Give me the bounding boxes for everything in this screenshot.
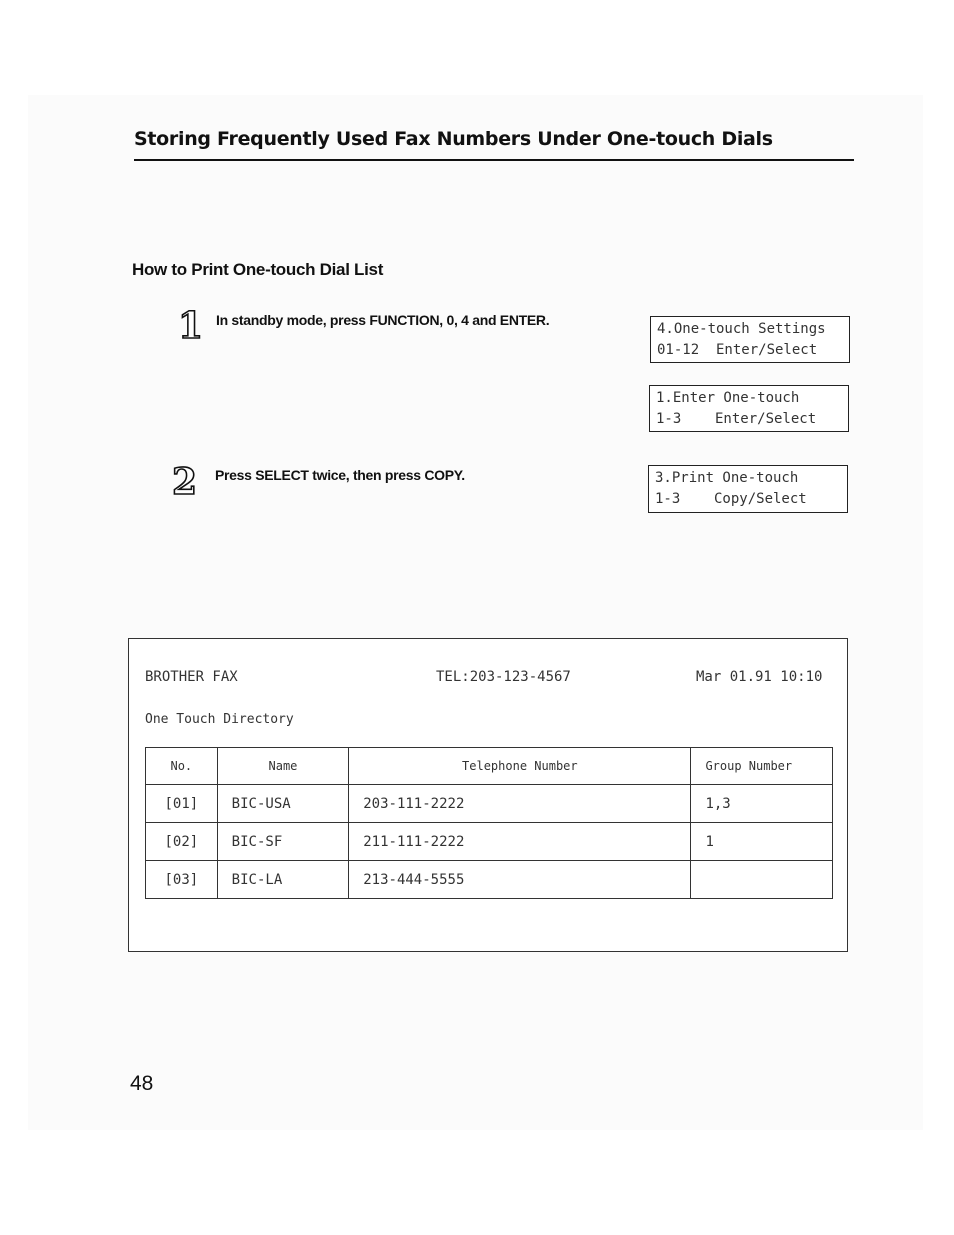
lcd-display-1-line2: 01-12 Enter/Select	[657, 342, 818, 358]
one-touch-list-printout	[128, 638, 848, 952]
cell-name: BIC-SF	[217, 823, 349, 861]
cell-no: [03]	[146, 861, 218, 899]
column-header-telephone: Telephone Number	[349, 748, 691, 785]
cell-group: 1	[691, 823, 833, 861]
cell-no: [01]	[146, 785, 218, 823]
cell-name: BIC-LA	[217, 861, 349, 899]
step-1-number: 1	[178, 305, 204, 347]
table-row	[146, 785, 833, 823]
step-1-instruction: In standby mode, press FUNCTION, 0, 4 and ENTER.	[216, 312, 550, 328]
column-header-name: Name	[217, 748, 349, 785]
lcd-display-2-line2: 1-3 Enter/Select	[656, 411, 817, 427]
section-title: Storing Frequently Used Fax Numbers Under One-touch Dials	[134, 128, 773, 150]
table-row	[146, 823, 833, 861]
report-telephone: TEL:203-123-4567	[436, 669, 571, 685]
page-number: 48	[130, 1072, 154, 1095]
cell-name: BIC-USA	[217, 785, 349, 823]
lcd-display-2-line1: 1.Enter One-touch	[656, 390, 800, 406]
title-underline	[134, 159, 854, 161]
lcd-display-3-line1: 3.Print One-touch	[655, 470, 799, 486]
cell-telephone: 213-444-5555	[349, 861, 691, 899]
column-header-group: Group Number	[691, 748, 833, 785]
page-background	[28, 95, 923, 1130]
report-sender: BROTHER FAX	[145, 669, 238, 685]
lcd-display-1	[650, 316, 850, 363]
report-title: One Touch Directory	[145, 712, 294, 727]
lcd-display-2	[649, 385, 849, 432]
subheading: How to Print One-touch Dial List	[132, 260, 384, 279]
cell-telephone: 203-111-2222	[349, 785, 691, 823]
cell-telephone: 211-111-2222	[349, 823, 691, 861]
cell-no: [02]	[146, 823, 218, 861]
step-2-number: 2	[172, 461, 198, 503]
report-datetime: Mar 01.91 10:10	[696, 669, 823, 685]
one-touch-directory-table	[145, 747, 833, 899]
table-row	[146, 861, 833, 899]
lcd-display-1-line1: 4.One-touch Settings	[657, 321, 826, 337]
lcd-display-3	[648, 465, 848, 513]
cell-group: 1,3	[691, 785, 833, 823]
cell-group	[691, 861, 833, 899]
column-header-no: No.	[146, 748, 218, 785]
table-header-row	[146, 748, 833, 785]
lcd-display-3-line2: 1-3 Copy/Select	[655, 491, 807, 507]
step-2-instruction: Press SELECT twice, then press COPY.	[215, 467, 465, 483]
